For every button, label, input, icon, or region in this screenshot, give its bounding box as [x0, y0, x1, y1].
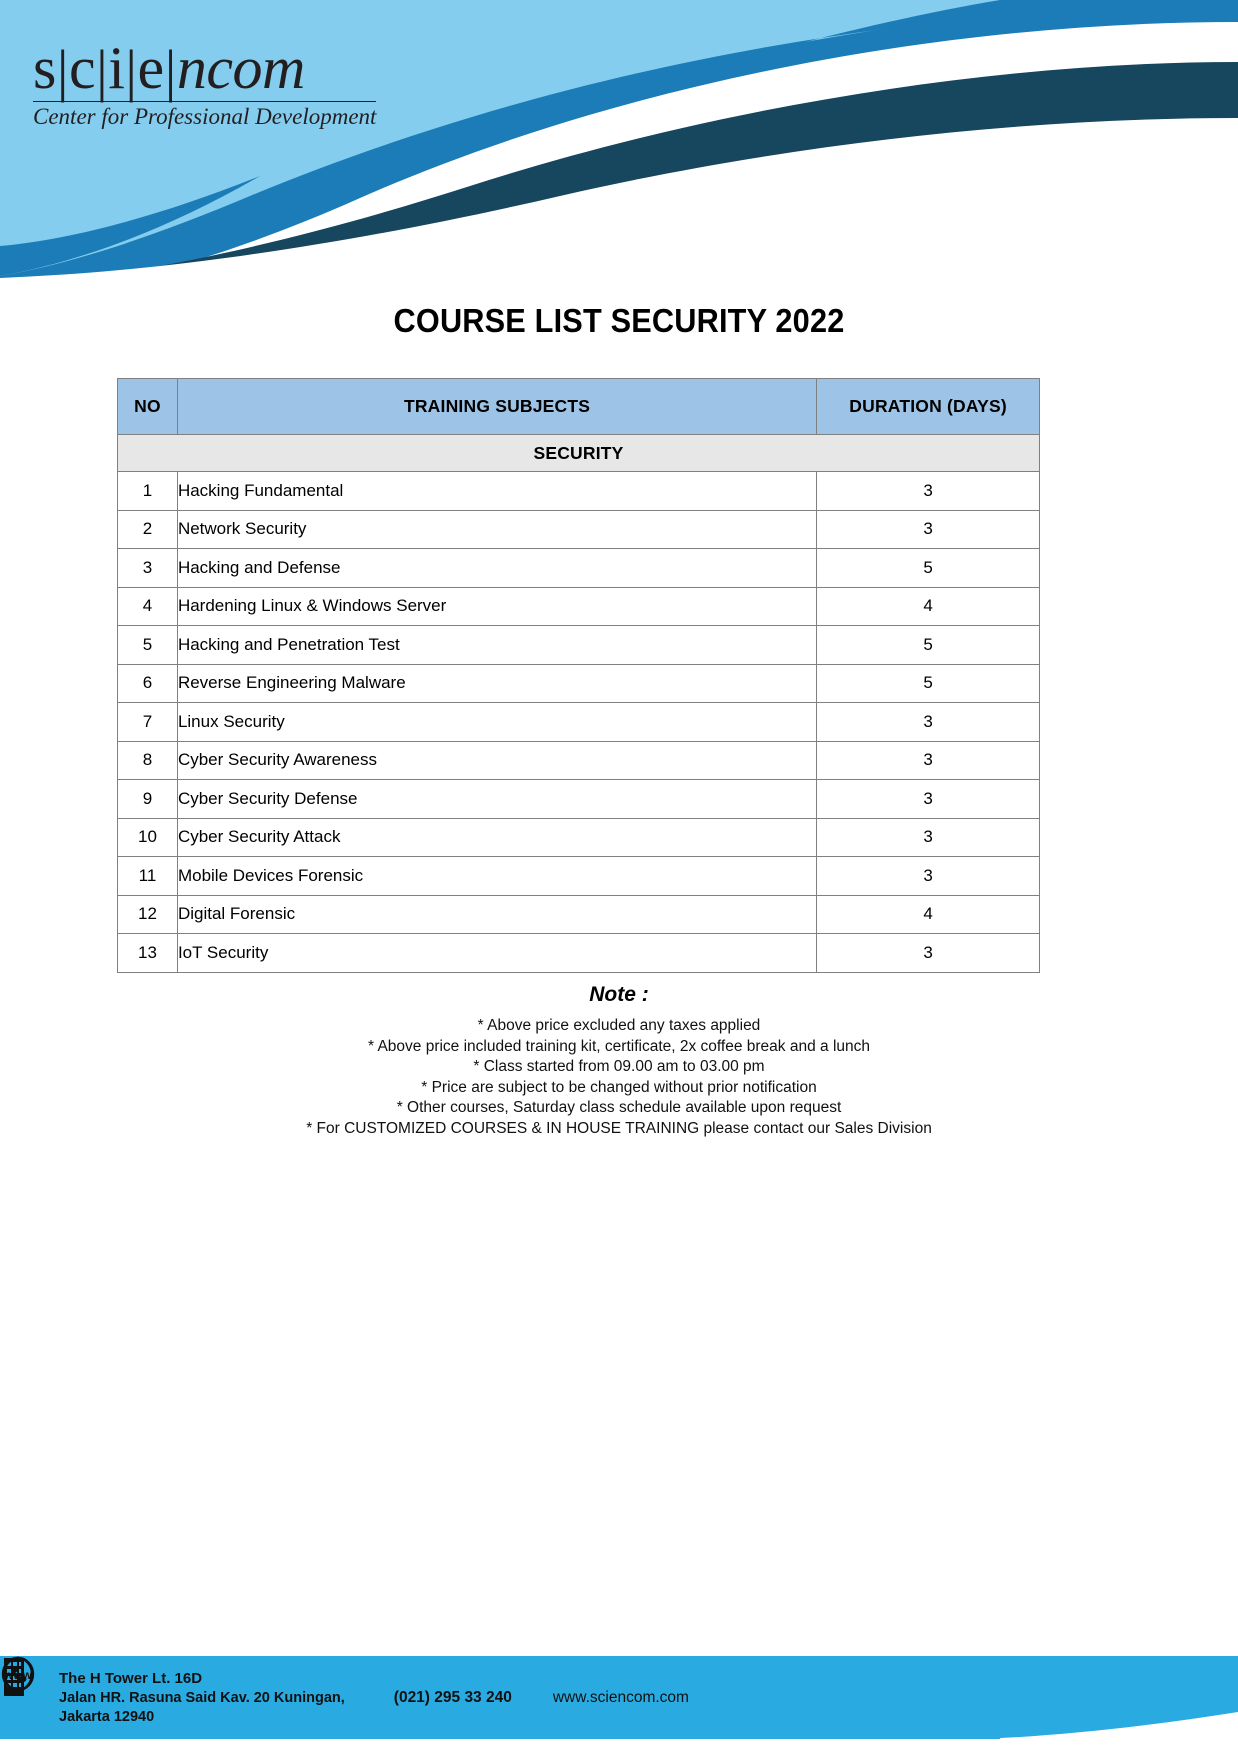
table-row [118, 626, 1040, 665]
row-duration: 5 [817, 664, 1040, 703]
row-duration: 5 [817, 549, 1040, 588]
row-number: 3 [118, 549, 178, 588]
table-row [118, 703, 1040, 742]
column-header-training-subjects: TRAINING SUBJECTS [177, 379, 816, 435]
table-row [118, 857, 1040, 896]
footer-band [0, 1656, 1238, 1739]
row-number: 9 [118, 780, 178, 819]
row-subject: Linux Security [177, 703, 816, 742]
row-duration: 3 [817, 741, 1040, 780]
footer-address [48, 1669, 345, 1727]
note-line: * Above price included training kit, certificate, 2x coffee break and a lunch [367, 1037, 871, 1055]
row-number: 7 [118, 703, 178, 742]
logo-letter-s: s [33, 35, 56, 101]
row-subject: Cyber Security Awareness [177, 741, 816, 780]
logo-divider-4: | [164, 38, 176, 103]
footer-phone[interactable] [383, 1689, 512, 1707]
row-duration: 3 [817, 780, 1040, 819]
row-number: 10 [118, 818, 178, 857]
row-number: 11 [118, 857, 178, 896]
svg-text:www: www [3, 1668, 33, 1682]
logo-letters-ncom: ncom [176, 35, 305, 101]
address-line-2: Jalan HR. Rasuna Said Kav. 20 Kuningan, [59, 1689, 345, 1706]
row-number: 4 [118, 587, 178, 626]
header-banner [0, 0, 1238, 290]
row-duration: 3 [817, 472, 1040, 511]
address-text [59, 1669, 345, 1727]
row-subject: Hacking Fundamental [177, 472, 816, 511]
note-line: * Other courses, Saturday class schedule available upon request [396, 1099, 842, 1116]
table-row [118, 741, 1040, 780]
table-row [118, 664, 1040, 703]
logo-divider-1: | [56, 38, 68, 103]
row-subject: Reverse Engineering Malware [177, 664, 816, 703]
page-title: COURSE LIST SECURITY 2022 [393, 302, 845, 339]
note-section [0, 983, 1238, 1139]
row-subject: Hacking and Penetration Test [177, 626, 816, 665]
section-band-label: SECURITY [118, 435, 1040, 472]
row-number: 1 [118, 472, 178, 511]
row-subject: Hacking and Defense [177, 549, 816, 588]
table-header-row [118, 379, 1040, 435]
row-subject: Cyber Security Defense [177, 780, 816, 819]
row-subject: Digital Forensic [177, 895, 816, 934]
table-row [118, 587, 1040, 626]
table-row [118, 934, 1040, 973]
logo-letter-i: i [108, 35, 125, 101]
table-body [118, 435, 1040, 973]
note-line: * For CUSTOMIZED COURSES & IN HOUSE TRAINING please contact our Sales Division [306, 1119, 932, 1137]
note-line: * Class started from 09.00 am to 03.00 pm [473, 1058, 765, 1075]
column-header-no: NO [118, 379, 178, 435]
row-duration: 3 [817, 818, 1040, 857]
row-number: 13 [118, 934, 178, 973]
table-row [118, 780, 1040, 819]
row-duration: 3 [817, 510, 1040, 549]
address-line-1: The H Tower Lt. 16D [59, 1669, 203, 1687]
table-row [118, 895, 1040, 934]
logo-wordmark [33, 35, 373, 103]
note-title: Note : [589, 983, 649, 1006]
section-band-security [118, 435, 1040, 472]
table-header [118, 379, 1040, 435]
address-line-3: Jakarta 12940 [59, 1708, 155, 1725]
row-subject: Network Security [177, 510, 816, 549]
row-subject: IoT Security [177, 934, 816, 973]
row-duration: 4 [817, 587, 1040, 626]
logo-letter-c: c [68, 35, 96, 101]
row-number: 5 [118, 626, 178, 665]
table-row [118, 818, 1040, 857]
note-line: * Price are subject to be changed without prior notification [421, 1078, 817, 1096]
website-url: www.sciencom.com [552, 1688, 689, 1706]
row-number: 12 [118, 895, 178, 934]
row-subject: Hardening Linux & Windows Server [177, 587, 816, 626]
table-row [118, 549, 1040, 588]
note-line: * Above price excluded any taxes applied [477, 1017, 761, 1034]
table-row [118, 472, 1040, 511]
row-number: 6 [118, 664, 178, 703]
row-duration: 5 [817, 626, 1040, 665]
table-row [118, 510, 1040, 549]
row-subject: Mobile Devices Forensic [177, 857, 816, 896]
column-header-duration: DURATION (DAYS) [817, 379, 1040, 435]
row-number: 2 [118, 510, 178, 549]
logo-letter-e: e [137, 35, 164, 101]
row-duration: 3 [817, 703, 1040, 742]
row-duration: 3 [817, 857, 1040, 896]
logo-tagline: Center for Professional Development [33, 101, 376, 130]
phone-number: (021) 295 33 240 [393, 1688, 512, 1706]
company-logo [33, 35, 377, 130]
row-duration: 4 [817, 895, 1040, 934]
row-number: 8 [118, 741, 178, 780]
course-list-table [117, 378, 1040, 973]
logo-divider-2: | [96, 38, 108, 103]
row-duration: 3 [817, 934, 1040, 973]
logo-divider-3: | [125, 38, 137, 103]
row-subject: Cyber Security Attack [177, 818, 816, 857]
